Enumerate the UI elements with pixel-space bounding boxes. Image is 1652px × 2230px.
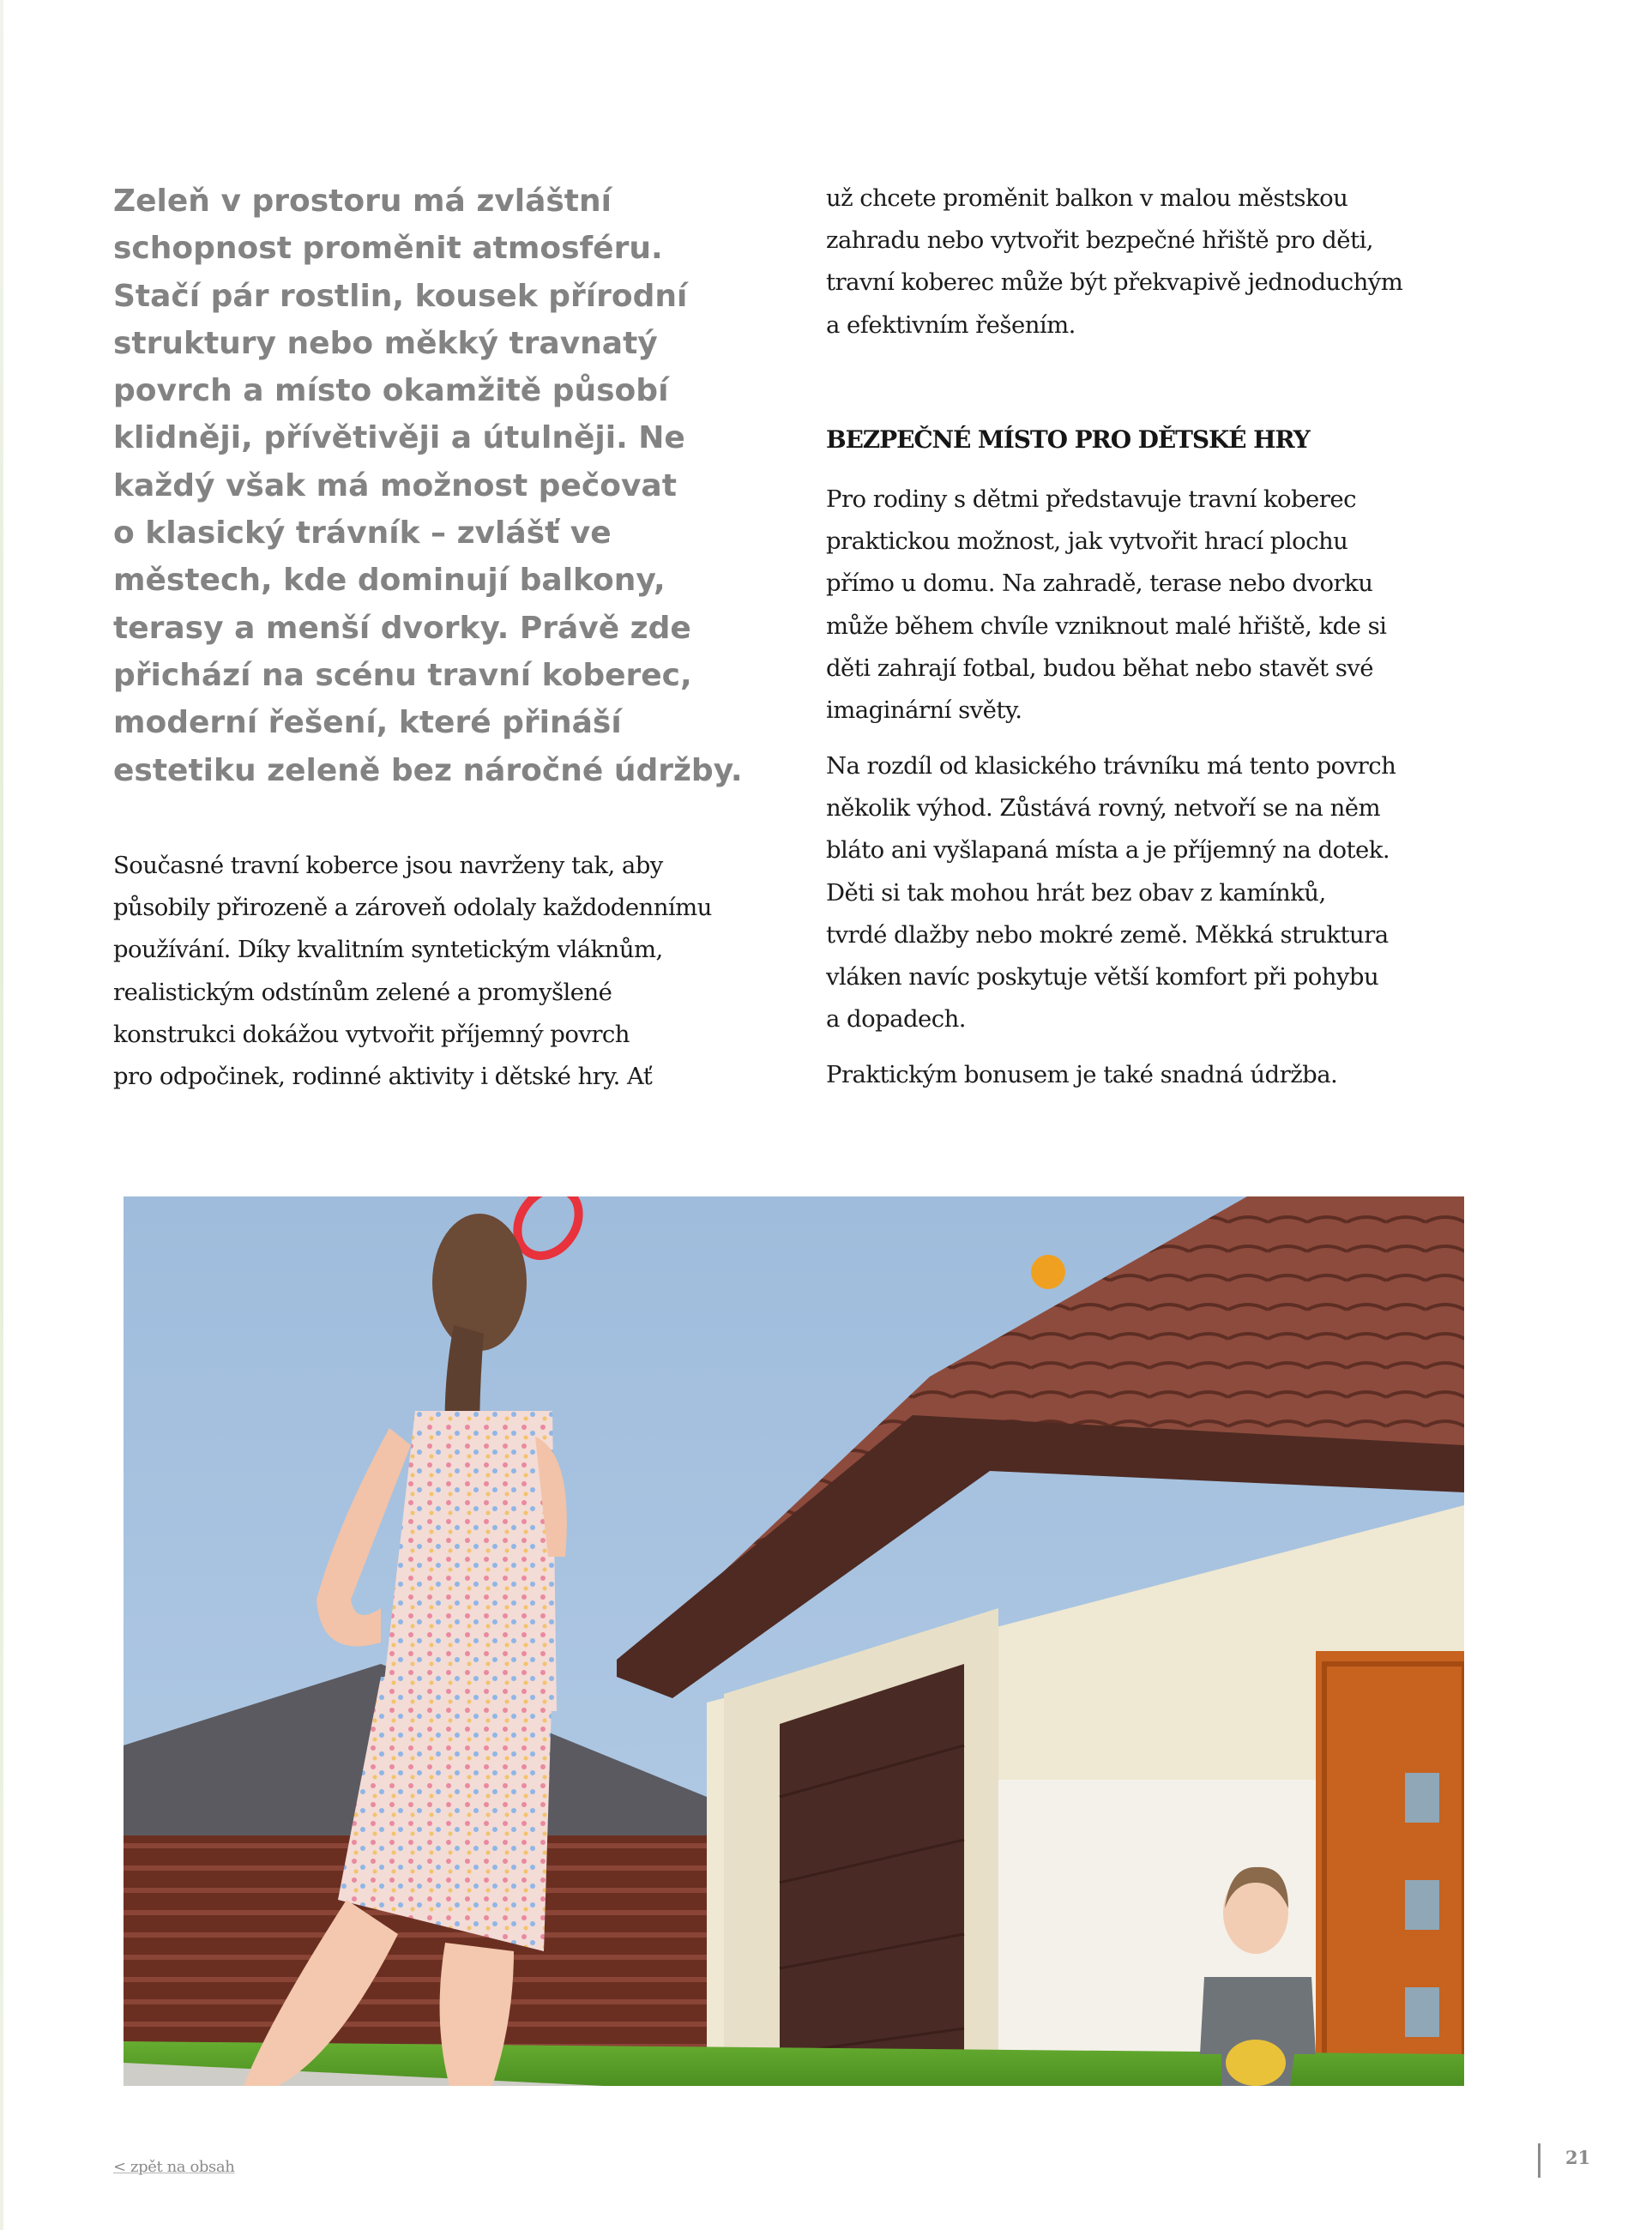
door-window bbox=[1405, 1987, 1439, 2037]
lead-line: městech, kde dominují balkony, bbox=[113, 563, 666, 599]
text-line: imaginární světy. bbox=[826, 696, 1022, 725]
footer-divider bbox=[1538, 2143, 1540, 2178]
ball bbox=[1031, 1255, 1065, 1289]
text-line: realistickým odstínům zelené a promyšlené bbox=[113, 978, 612, 1006]
text-line: Praktickým bonusem je také snadná údržba. bbox=[826, 1061, 1338, 1088]
article-photo bbox=[124, 1196, 1464, 2086]
page-edge-strip bbox=[0, 0, 3, 2230]
lead-line: Stačí pár rostlin, kousek přírodní bbox=[113, 278, 688, 314]
text-line: může během chvíle vzniknout malé hřiště, kde si bbox=[826, 612, 1387, 640]
lead-line: povrch a místo okamžitě působí bbox=[113, 373, 669, 409]
text-line: Současné travní koberce jsou navrženy tak, aby bbox=[113, 852, 663, 879]
intro-paragraph bbox=[113, 845, 774, 1098]
section-paragraph-1 bbox=[826, 479, 1486, 732]
section-paragraph-3 bbox=[826, 1054, 1486, 1096]
text-line: vláken navíc poskytuje větší komfort při pohybu bbox=[826, 963, 1379, 991]
lead-line: struktury nebo měkký travnatý bbox=[113, 325, 658, 361]
lead-line: terasy a menší dvorky. Právě zde bbox=[113, 610, 691, 646]
text-line: tvrdé dlažby nebo mokré země. Měkká struktura bbox=[826, 920, 1389, 949]
photo-illustration bbox=[124, 1196, 1464, 2086]
intro-continuation-paragraph bbox=[826, 178, 1486, 347]
section-paragraph-2 bbox=[826, 745, 1486, 1040]
text-line: travní koberec může být překvapivě jednoduchým bbox=[826, 268, 1403, 297]
lead-line: o klasický trávník – zvlášť ve bbox=[113, 515, 612, 551]
text-line: Děti si tak mohou hrát bez obav z kamínků, bbox=[826, 878, 1326, 907]
text-line: Pro rodiny s dětmi představuje travní koberec bbox=[826, 485, 1356, 513]
text-line: pro odpočinek, rodinné aktivity i dětské hry. Ať bbox=[113, 1063, 653, 1091]
text-line: několik výhod. Zůstává rovný, netvoří se na něm bbox=[826, 794, 1380, 823]
front-door bbox=[1316, 1651, 1464, 2086]
lead-paragraph bbox=[113, 178, 782, 794]
text-line: už chcete proměnit balkon v malou městskou bbox=[826, 184, 1348, 212]
text-line: přímo u domu. Na zahradě, terase nebo dvorku bbox=[826, 570, 1373, 598]
text-line: používání. Díky kvalitním syntetickým vláknům, bbox=[113, 936, 663, 964]
text-line: a efektivním řešením. bbox=[826, 310, 1076, 339]
door-window bbox=[1405, 1880, 1439, 1930]
text-line: a dopadech. bbox=[826, 1005, 966, 1034]
lead-line: estetiku zeleně bez náročné údržby. bbox=[113, 752, 743, 788]
page-number: 21 bbox=[1565, 2147, 1591, 2168]
lead-line: přichází na scénu travní koberec, bbox=[113, 657, 692, 693]
text-line: bláto ani vyšlapaná místa a je příjemný na dotek. bbox=[826, 836, 1390, 865]
text-line: působily přirozeně a zároveň odolaly každodennímu bbox=[113, 894, 712, 922]
section-heading: BEZPEČNÉ MÍSTO PRO DĚTSKÉ HRY bbox=[826, 425, 1310, 454]
lead-line: každý však má možnost pečovat bbox=[113, 467, 677, 503]
door-window bbox=[1405, 1773, 1439, 1823]
text-line: konstrukci dokážou vytvořit příjemný povrch bbox=[113, 1020, 630, 1048]
text-line: praktickou možnost, jak vytvořit hrací plochu bbox=[826, 527, 1348, 556]
back-to-contents-link[interactable]: < zpět na obsah bbox=[113, 2158, 235, 2176]
text-line: zahradu nebo vytvořit bezpečné hřiště pro děti, bbox=[826, 226, 1373, 255]
text-line: Na rozdíl od klasického trávníku má tento povrch bbox=[826, 752, 1396, 780]
lead-line: schopnost proměnit atmosféru. bbox=[113, 231, 663, 267]
lead-line: klidněji, přívětivěji a útulněji. Ne bbox=[113, 420, 685, 456]
lead-line: moderní řešení, které přináší bbox=[113, 705, 622, 741]
text-line: děti zahrají fotbal, budou běhat nebo stavět své bbox=[826, 654, 1374, 682]
lead-line: Zeleň v prostoru má zvláštní bbox=[113, 184, 612, 219]
